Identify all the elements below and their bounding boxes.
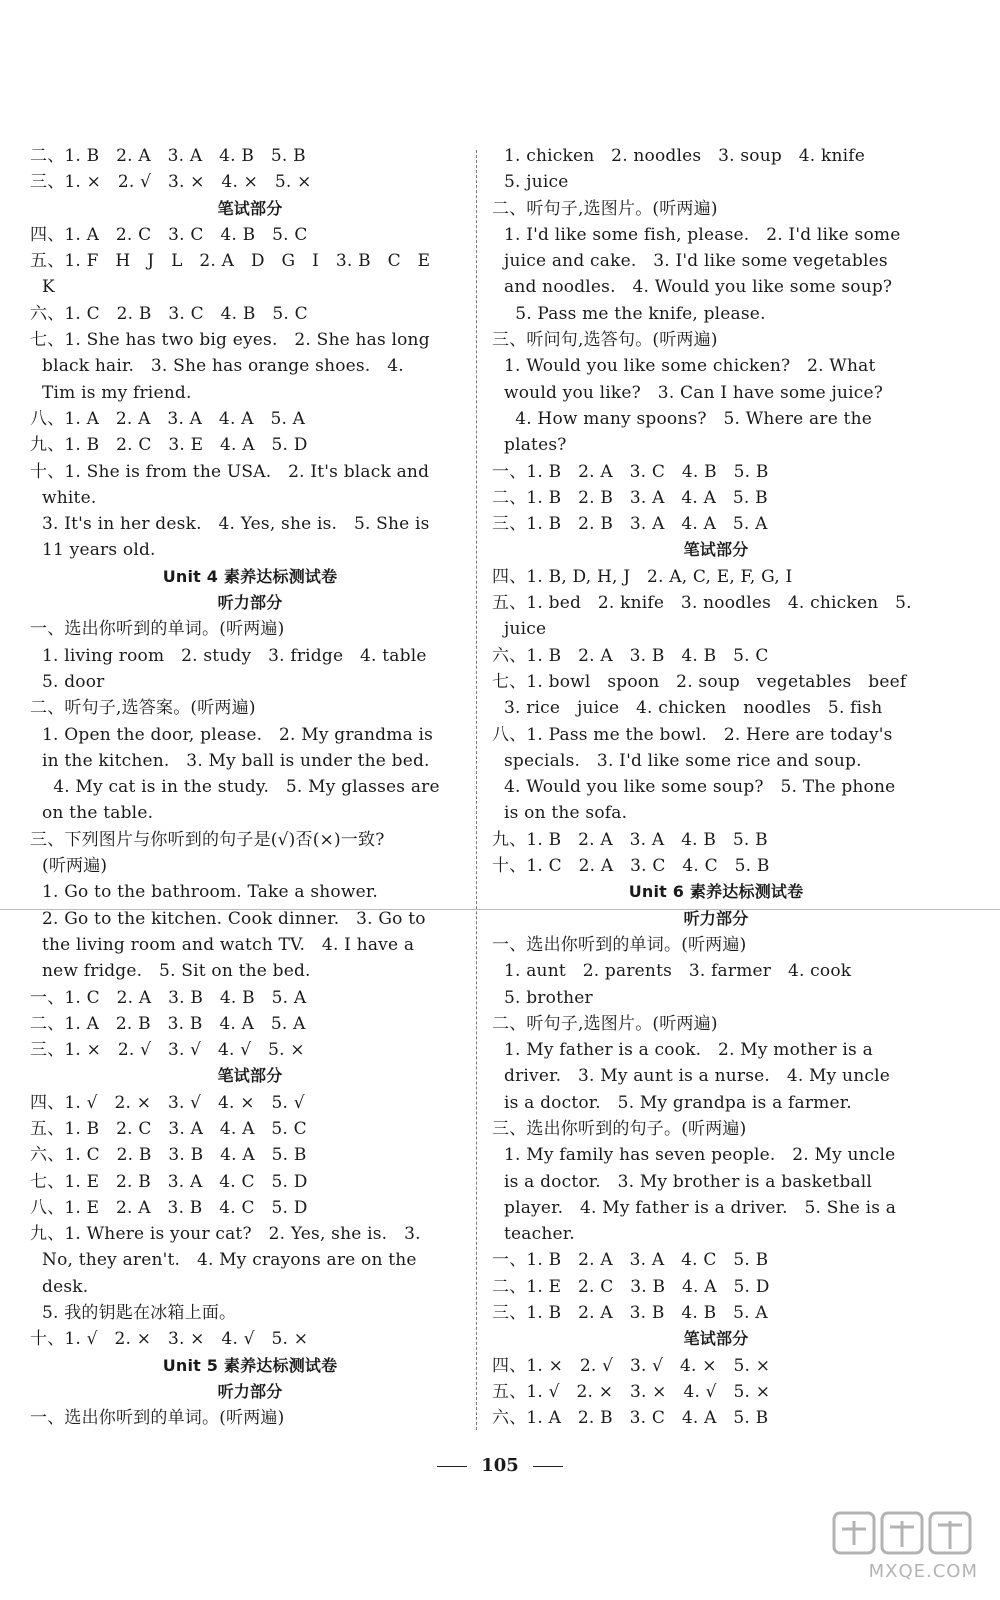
answer-line: 1. I'd like some fish, please. 2. I'd like some bbox=[504, 224, 901, 245]
answer-line: 3. It's in her desk. 4. Yes, she is. 5. She is bbox=[42, 514, 430, 535]
answer-line: juice bbox=[504, 619, 547, 640]
answer-line: 七、1. E 2. B 3. A 4. C 5. D bbox=[30, 1171, 308, 1192]
answer-line: Tim is my friend. bbox=[42, 382, 192, 403]
footer-dash-right bbox=[533, 1466, 563, 1467]
answer-line: 五、1. F H J L 2. A D G I 3. B C E bbox=[30, 251, 431, 272]
column-divider bbox=[476, 150, 477, 1430]
answer-line: 1. living room 2. study 3. fridge 4. table bbox=[42, 645, 427, 666]
answer-line: player. 4. My father is a driver. 5. She is a bbox=[504, 1197, 897, 1218]
page-footer bbox=[0, 1455, 1000, 1476]
watermark-text: MXQE.COM bbox=[868, 1561, 978, 1582]
answer-line: 三、选出你听到的句子。(听两遍) bbox=[492, 1118, 747, 1139]
right-column bbox=[492, 143, 940, 1432]
section-heading: 笔试部分 bbox=[217, 198, 283, 218]
answer-line: (听两遍) bbox=[42, 856, 108, 877]
answer-line: 九、1. Where is your cat? 2. Yes, she is. 3. bbox=[30, 1224, 421, 1245]
answer-line: No, they aren't. 4. My crayons are on the bbox=[42, 1250, 417, 1271]
answer-line: 六、1. C 2. B 3. B 4. A 5. B bbox=[30, 1145, 307, 1166]
answer-line: 1. chicken 2. noodles 3. soup 4. knife bbox=[504, 146, 866, 166]
answer-line: 5. 我的钥匙在冰箱上面。 bbox=[42, 1303, 237, 1324]
answer-line: 六、1. C 2. B 3. C 4. B 5. C bbox=[30, 303, 308, 324]
answer-line: 四、1. B, D, H, J 2. A, C, E, F, G, I bbox=[492, 566, 793, 587]
answer-line: 二、1. E 2. C 3. B 4. A 5. D bbox=[492, 1276, 770, 1297]
answer-line: 三、1. × 2. √ 3. √ 4. √ 5. × bbox=[30, 1040, 305, 1061]
answer-line: driver. 3. My aunt is a nurse. 4. My uncle bbox=[504, 1066, 890, 1087]
section-heading: 笔试部分 bbox=[683, 540, 749, 560]
answer-line: 1. Open the door, please. 2. My grandma is bbox=[42, 724, 434, 745]
answer-line: 5. Pass me the knife, please. bbox=[504, 303, 766, 324]
answer-line: is a doctor. 3. My brother is a basketball bbox=[504, 1171, 873, 1192]
answer-line: 4. My cat is in the study. 5. My glasses are bbox=[42, 777, 440, 798]
scan-fold-line bbox=[0, 909, 1000, 910]
answer-line: teacher. bbox=[504, 1224, 575, 1245]
answer-line: desk. bbox=[42, 1276, 89, 1297]
answer-line: 2. Go to the kitchen. Cook dinner. 3. Go to bbox=[42, 908, 426, 929]
watermark-logo bbox=[828, 1507, 978, 1582]
answer-line: new fridge. 5. Sit on the bed. bbox=[42, 961, 311, 982]
answer-line: juice and cake. 3. I'd like some vegetables bbox=[504, 251, 888, 272]
answer-line: is on the sofa. bbox=[504, 803, 628, 824]
section-heading: 听力部分 bbox=[217, 593, 283, 613]
section-heading: 听力部分 bbox=[217, 1381, 283, 1401]
answer-line: K bbox=[42, 277, 55, 298]
answer-line: 三、1. × 2. √ 3. × 4. × 5. × bbox=[30, 172, 312, 193]
answer-line: 5. door bbox=[42, 671, 105, 692]
answer-line: specials. 3. I'd like some rice and soup. bbox=[504, 750, 862, 771]
answer-line: 1. My father is a cook. 2. My mother is a bbox=[504, 1040, 873, 1061]
watermark-icon bbox=[828, 1507, 978, 1562]
answer-line: 三、下列图片与你听到的句子是(√)否(×)一致? bbox=[30, 829, 385, 850]
answer-line: 六、1. A 2. B 3. C 4. A 5. B bbox=[492, 1408, 769, 1429]
answer-line: 一、1. B 2. A 3. A 4. C 5. B bbox=[492, 1250, 769, 1271]
answer-line: 五、1. √ 2. × 3. × 4. √ 5. × bbox=[492, 1381, 771, 1402]
answer-line: 4. How many spoons? 5. Where are the bbox=[504, 408, 872, 429]
section-heading: 笔试部分 bbox=[217, 1066, 283, 1086]
answer-line: 一、选出你听到的单词。(听两遍) bbox=[492, 934, 747, 955]
answer-line: 五、1. B 2. C 3. A 4. A 5. C bbox=[30, 1118, 307, 1139]
answer-line: 二、1. B 2. B 3. A 4. A 5. B bbox=[492, 487, 768, 508]
answer-line: 11 years old. bbox=[42, 540, 156, 561]
answer-line: 三、1. B 2. A 3. B 4. B 5. A bbox=[492, 1303, 768, 1324]
answer-line: would you like? 3. Can I have some juice? bbox=[504, 382, 884, 403]
answer-line: 一、选出你听到的单词。(听两遍) bbox=[30, 619, 285, 640]
answer-line: 1. aunt 2. parents 3. farmer 4. cook bbox=[504, 961, 852, 982]
answer-line: 八、1. Pass me the bowl. 2. Here are today's bbox=[492, 724, 893, 745]
answer-line: 三、1. B 2. B 3. A 4. A 5. A bbox=[492, 514, 768, 535]
answer-line: 九、1. B 2. C 3. E 4. A 5. D bbox=[30, 435, 308, 456]
section-heading: Unit 4 素养达标测试卷 bbox=[162, 566, 338, 586]
answer-line: 二、听句子,选图片。(听两遍) bbox=[492, 198, 718, 219]
answer-line: 四、1. A 2. C 3. C 4. B 5. C bbox=[30, 224, 308, 245]
answer-line: 五、1. bed 2. knife 3. noodles 4. chicken 5. bbox=[492, 593, 912, 614]
answer-line: 3. rice juice 4. chicken noodles 5. fish bbox=[504, 698, 883, 719]
section-heading: Unit 5 素养达标测试卷 bbox=[162, 1355, 338, 1375]
answer-line: 七、1. She has two big eyes. 2. She has long bbox=[30, 330, 430, 351]
answer-line: 一、选出你听到的单词。(听两遍) bbox=[30, 1408, 285, 1429]
answer-line: the living room and watch TV. 4. I have a bbox=[42, 934, 415, 955]
answer-line: plates? bbox=[504, 435, 567, 456]
section-heading: Unit 6 素养达标测试卷 bbox=[628, 882, 804, 902]
answer-line: black hair. 3. She has orange shoes. 4. bbox=[42, 356, 404, 377]
answer-line: 5. juice bbox=[504, 172, 569, 193]
answer-line: 四、1. √ 2. × 3. √ 4. × 5. √ bbox=[30, 1092, 305, 1113]
answer-line: in the kitchen. 3. My ball is under the bed. bbox=[42, 750, 430, 771]
answer-line: on the table. bbox=[42, 803, 154, 824]
answer-line: 5. brother bbox=[504, 987, 593, 1008]
answer-line: 七、1. bowl spoon 2. soup vegetables beef bbox=[492, 671, 907, 692]
page-number: 105 bbox=[481, 1455, 519, 1476]
section-heading: 听力部分 bbox=[683, 908, 749, 928]
answer-line: 1. Would you like some chicken? 2. What bbox=[504, 356, 876, 377]
answer-line: and noodles. 4. Would you like some soup? bbox=[504, 277, 893, 298]
answer-line: 二、1. B 2. A 3. A 4. B 5. B bbox=[30, 146, 306, 166]
answer-line: 二、听句子,选答案。(听两遍) bbox=[30, 698, 256, 719]
answer-line: 十、1. √ 2. × 3. × 4. √ 5. × bbox=[30, 1329, 309, 1350]
answer-line: 一、1. B 2. A 3. C 4. B 5. B bbox=[492, 461, 769, 482]
answer-line: white. bbox=[42, 487, 97, 508]
answer-line: 一、1. C 2. A 3. B 4. B 5. A bbox=[30, 987, 307, 1008]
answer-line: 九、1. B 2. A 3. A 4. B 5. B bbox=[492, 829, 768, 850]
answer-line: 1. My family has seven people. 2. My uncle bbox=[504, 1145, 896, 1166]
answer-line: 八、1. A 2. A 3. A 4. A 5. A bbox=[30, 408, 306, 429]
answer-line: 二、1. A 2. B 3. B 4. A 5. A bbox=[30, 1013, 306, 1034]
left-column bbox=[30, 143, 470, 1432]
answer-line: 六、1. B 2. A 3. B 4. B 5. C bbox=[492, 645, 769, 666]
section-heading: 笔试部分 bbox=[683, 1329, 749, 1349]
footer-dash-left bbox=[437, 1466, 467, 1467]
answer-line: 四、1. × 2. √ 3. √ 4. × 5. × bbox=[492, 1355, 771, 1376]
answer-line: is a doctor. 5. My grandpa is a farmer. bbox=[504, 1092, 852, 1113]
answer-line: 十、1. She is from the USA. 2. It's black and bbox=[30, 461, 430, 482]
answer-line: 八、1. E 2. A 3. B 4. C 5. D bbox=[30, 1197, 308, 1218]
answer-line: 4. Would you like some soup? 5. The phone bbox=[504, 777, 896, 798]
answer-line: 三、听问句,选答句。(听两遍) bbox=[492, 330, 718, 351]
answer-line: 二、听句子,选图片。(听两遍) bbox=[492, 1013, 718, 1034]
answer-line: 十、1. C 2. A 3. C 4. C 5. B bbox=[492, 856, 770, 877]
answer-line: 1. Go to the bathroom. Take a shower. bbox=[42, 882, 378, 903]
